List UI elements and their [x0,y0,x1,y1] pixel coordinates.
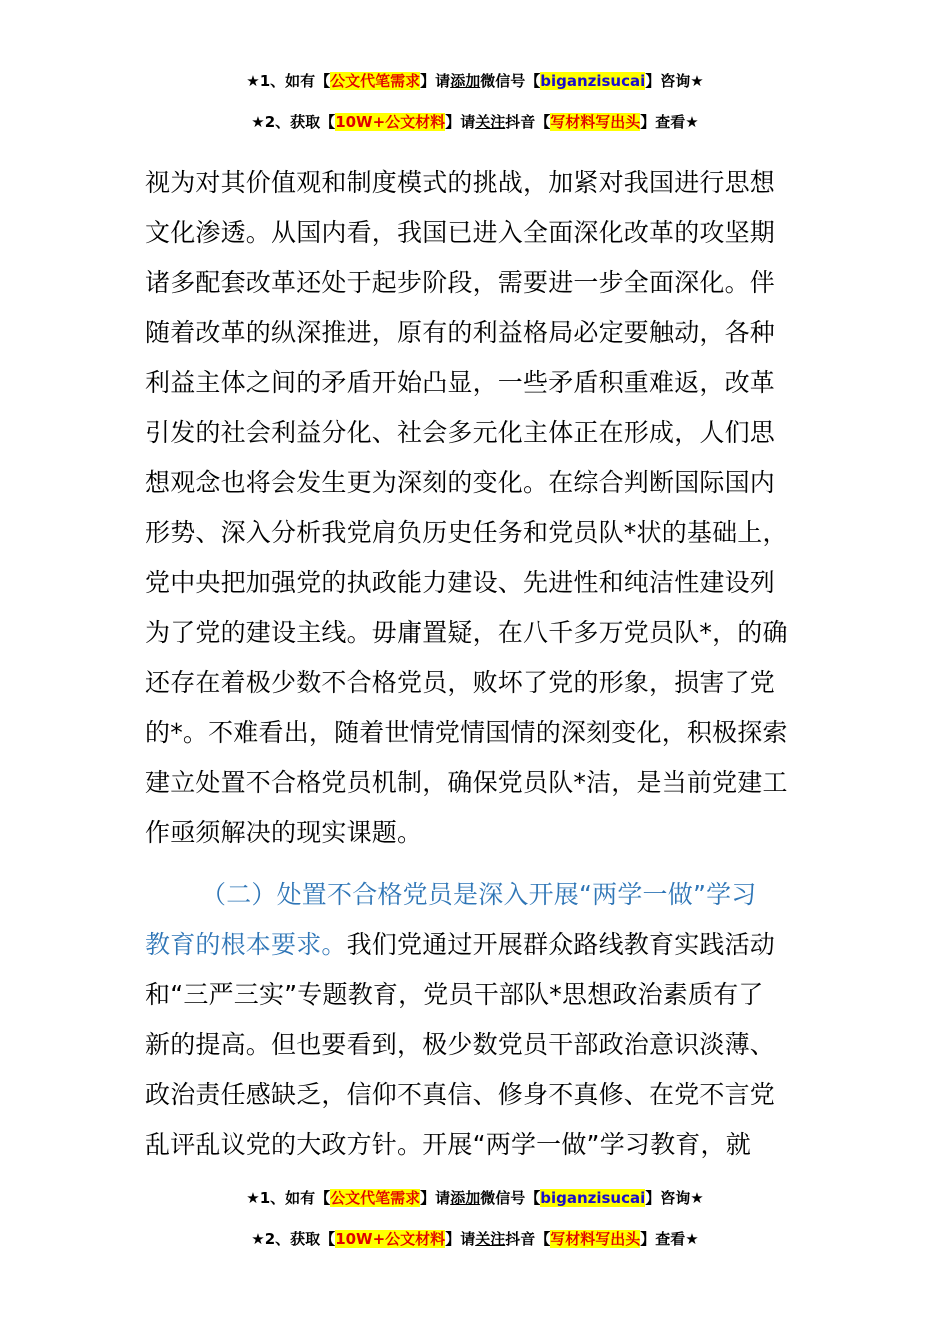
text-line: 随着改革的纵深推进，原有的利益格局必定要触动，各种 [145,318,776,347]
text-line: 建立处置不合格党员机制，确保党员队*洁，是当前党建工 [145,768,788,797]
header-banner-line-2: ★2、获取【10W+公文材料】请关注抖音【写材料写出头】查看★ [251,113,699,131]
highlight-douyin: 写材料写出头 [550,113,641,131]
text-line: 诸多配套改革还处于起步阶段，需要进一步全面深化。伴 [145,268,776,297]
text-line: 和“三严三实”专题教育，党员干部队*思想政治素质有了 [145,980,764,1009]
text-line: 新的提高。但也要看到，极少数党员干部政治意识淡薄、 [145,1030,776,1059]
text-line: 想观念也将会发生更为深刻的变化。在综合判断国际国内 [145,468,776,497]
text-line: 教育的根本要求。我们党通过开展群众路线教育实践活动 [145,930,776,959]
text-line: 的*。不难看出，随着世情党情国情的深刻变化，积极探索 [145,718,788,747]
text-line: 形势、深入分析我党肩负历史任务和党员队*状的基础上， [145,518,788,547]
text-line: 引发的社会利益分化、社会多元化主体正在形成，人们思 [145,418,776,447]
text-line: 利益主体之间的矛盾开始凸显，一些矛盾积重难返，改革 [145,368,776,397]
highlight-wechat-id: biganzisucai [540,72,646,90]
highlight-materials: 10W+公文材料 [335,1230,446,1248]
text-line: 为了党的建设主线。毋庸置疑，在八千多万党员队*，的确 [145,618,788,647]
highlight-service: 公文代笔需求 [330,72,421,90]
highlight-materials: 10W+公文材料 [335,113,446,131]
text-line: 政治责任感缺乏，信仰不真信、修身不真修、在党不言党 [145,1080,776,1109]
highlight-service: 公文代笔需求 [330,1189,421,1207]
highlight-wechat-id: biganzisucai [540,1189,646,1207]
section-heading: （二）处置不合格党员是深入开展“两学一做”学习 [201,880,757,909]
footer-banner-line-1: ★1、如有【公文代笔需求】请添加微信号【biganzisucai】咨询★ [246,1189,704,1207]
footer-banner-line-2: ★2、获取【10W+公文材料】请关注抖音【写材料写出头】查看★ [251,1230,699,1248]
highlight-douyin: 写材料写出头 [550,1230,641,1248]
text-line: 文化渗透。从国内看，我国已进入全面深化改革的攻坚期 [145,218,776,247]
text-line: 作亟须解决的现实课题。 [145,818,423,847]
text-line: 还存在着极少数不合格党员，败坏了党的形象，损害了党 [145,668,776,697]
header-banner-line-1: ★1、如有【公文代笔需求】请添加微信号【biganzisucai】咨询★ [246,72,704,90]
text-line: 党中央把加强党的执政能力建设、先进性和纯洁性建设列 [145,568,776,597]
text-line: 视为对其价值观和制度模式的挑战，加紧对我国进行思想 [145,168,776,197]
section-heading-end: 教育的根本要求。 [145,930,347,959]
text-line: 乱评乱议党的大政方针。开展“两学一做”学习教育，就 [145,1130,751,1159]
